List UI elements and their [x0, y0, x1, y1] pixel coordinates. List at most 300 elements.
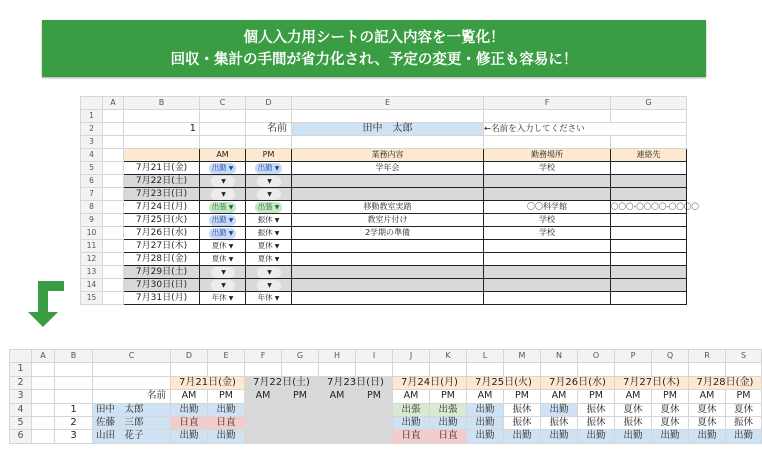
pm-header: PM — [208, 390, 245, 403]
am-header: AM — [319, 390, 356, 403]
column-header[interactable]: I — [356, 350, 393, 363]
place-cell[interactable]: 〇〇科学館 — [484, 201, 611, 214]
cell[interactable] — [103, 136, 124, 149]
header-place: 勤務場所 — [484, 149, 611, 162]
dropdown-caret-icon: ▼ — [221, 191, 226, 198]
row-number[interactable]: 6 — [10, 430, 32, 443]
contact-cell[interactable]: 〇〇〇-〇〇〇〇-〇〇〇〇 — [611, 201, 687, 214]
date-header: 7月26日(水) — [541, 376, 615, 389]
contact-cell[interactable] — [611, 214, 687, 227]
status-dropdown[interactable] — [209, 228, 237, 239]
cell[interactable] — [200, 123, 246, 136]
row-number[interactable]: 6 — [81, 175, 103, 188]
column-header[interactable]: A — [103, 97, 124, 110]
pm-cell[interactable] — [246, 162, 292, 175]
schedule-value[interactable]: 振休 — [578, 417, 615, 430]
cell[interactable] — [689, 363, 726, 376]
contact-cell[interactable] — [611, 175, 687, 188]
am-header: AM — [171, 390, 208, 403]
pm-cell[interactable] — [246, 240, 292, 253]
date-cell: 7月29日(土) — [124, 266, 200, 279]
schedule-value[interactable] — [282, 430, 319, 443]
place-cell[interactable] — [484, 188, 611, 201]
column-header[interactable]: B — [55, 350, 93, 363]
schedule-value[interactable]: 振休 — [504, 403, 541, 416]
header-pm: PM — [246, 149, 292, 162]
schedule-value[interactable] — [319, 430, 356, 443]
status-value: 夏休 — [257, 254, 273, 263]
schedule-value[interactable]: 日直 — [171, 417, 208, 430]
dropdown-caret-icon: ▼ — [221, 282, 226, 289]
place-cell[interactable] — [484, 175, 611, 188]
date-header: 7月23日(日) — [319, 376, 393, 389]
am-cell[interactable] — [200, 175, 246, 188]
cell[interactable] — [32, 403, 55, 416]
dropdown-caret-icon: ▼ — [228, 217, 234, 224]
dropdown-caret-icon: ▼ — [228, 256, 234, 263]
pm-cell[interactable] — [246, 175, 292, 188]
am-cell[interactable] — [200, 240, 246, 253]
cell[interactable] — [652, 363, 689, 376]
schedule-value[interactable]: 出勤 — [541, 403, 578, 416]
schedule-row — [81, 279, 687, 292]
cell[interactable] — [103, 188, 124, 201]
row-number[interactable]: 13 — [81, 266, 103, 279]
header-date — [124, 149, 200, 162]
row-number[interactable]: 9 — [81, 214, 103, 227]
column-header[interactable]: K — [430, 350, 467, 363]
cell[interactable] — [615, 363, 652, 376]
row-number[interactable]: 1 — [81, 110, 103, 123]
schedule-value[interactable] — [356, 403, 393, 416]
status-dropdown[interactable] — [255, 163, 283, 174]
row-number[interactable]: 3 — [81, 136, 103, 149]
date-cell: 7月26日(水) — [124, 227, 200, 240]
schedule-value[interactable]: 日直 — [430, 430, 467, 443]
schedule-value[interactable]: 夏休 — [726, 403, 762, 416]
column-header[interactable]: E — [208, 350, 245, 363]
date-cell: 7月24日(月) — [124, 201, 200, 214]
contact-cell[interactable] — [611, 227, 687, 240]
cell[interactable] — [467, 363, 504, 376]
schedule-value[interactable]: 出勤 — [430, 417, 467, 430]
cell[interactable] — [32, 390, 55, 403]
am-cell[interactable] — [200, 162, 246, 175]
cell[interactable] — [103, 123, 124, 136]
status-dropdown[interactable] — [211, 189, 235, 200]
schedule-value[interactable] — [319, 417, 356, 430]
column-header[interactable]: G — [611, 97, 687, 110]
content-cell[interactable]: 2学期の準備 — [292, 227, 484, 240]
cell[interactable] — [103, 162, 124, 175]
cell[interactable] — [93, 376, 171, 389]
cell[interactable] — [103, 292, 124, 305]
am-cell[interactable] — [200, 201, 246, 214]
cell[interactable] — [55, 390, 93, 403]
cell[interactable] — [246, 110, 292, 123]
status-value: 出勤 — [257, 163, 273, 172]
column-header[interactable]: C — [200, 97, 246, 110]
cell[interactable] — [282, 363, 319, 376]
content-cell[interactable] — [292, 292, 484, 305]
cell[interactable] — [246, 136, 292, 149]
cell[interactable] — [124, 110, 200, 123]
status-dropdown[interactable] — [209, 293, 237, 304]
column-header[interactable]: H — [319, 350, 356, 363]
cell[interactable] — [103, 201, 124, 214]
schedule-value[interactable]: 日直 — [393, 430, 430, 443]
cell[interactable] — [578, 363, 615, 376]
dropdown-caret-icon: ▼ — [274, 295, 280, 302]
pm-cell[interactable] — [246, 292, 292, 305]
schedule-value[interactable] — [356, 430, 393, 443]
row-number[interactable]: 4 — [81, 149, 103, 162]
column-header[interactable]: G — [282, 350, 319, 363]
cell[interactable] — [103, 110, 124, 123]
cell[interactable] — [245, 363, 282, 376]
place-cell[interactable] — [484, 240, 611, 253]
schedule-value[interactable]: 振休 — [726, 417, 762, 430]
cell[interactable] — [103, 149, 124, 162]
schedule-value[interactable]: 夏休 — [652, 417, 689, 430]
dropdown-caret-icon: ▼ — [267, 178, 272, 185]
cell[interactable] — [32, 363, 55, 376]
schedule-value[interactable]: 振休 — [578, 403, 615, 416]
place-cell[interactable] — [484, 253, 611, 266]
schedule-row — [81, 162, 687, 175]
place-cell[interactable] — [484, 279, 611, 292]
status-dropdown[interactable] — [257, 176, 281, 187]
pm-cell[interactable] — [246, 188, 292, 201]
cell[interactable] — [93, 363, 171, 376]
status-dropdown[interactable] — [257, 189, 281, 200]
column-header[interactable]: B — [124, 97, 200, 110]
status-value: 夏休 — [211, 241, 227, 250]
schedule-header-row — [81, 149, 687, 162]
content-cell[interactable] — [292, 240, 484, 253]
column-header[interactable]: D — [171, 350, 208, 363]
cell[interactable] — [319, 363, 356, 376]
status-value: 夏休 — [257, 241, 273, 250]
column-header[interactable] — [10, 350, 32, 363]
schedule-value[interactable] — [356, 417, 393, 430]
schedule-value[interactable]: 出勤 — [208, 403, 245, 416]
column-header[interactable]: A — [32, 350, 55, 363]
column-header[interactable] — [81, 97, 103, 110]
pm-header: PM — [726, 390, 762, 403]
schedule-value[interactable]: 振休 — [615, 417, 652, 430]
schedule-value[interactable]: 夏休 — [652, 403, 689, 416]
status-dropdown[interactable] — [255, 293, 283, 304]
date-header: 7月27日(木) — [615, 376, 689, 389]
column-header[interactable]: P — [615, 350, 652, 363]
status-dropdown[interactable] — [209, 163, 237, 174]
cell[interactable] — [292, 110, 484, 123]
am-cell[interactable] — [200, 227, 246, 240]
schedule-value[interactable]: 出勤 — [208, 430, 245, 443]
row-number[interactable]: 5 — [10, 417, 32, 430]
cell[interactable] — [200, 136, 246, 149]
cell[interactable] — [356, 363, 393, 376]
headline-line-2: 回収・集計の手間が省力化され、予定の変更・修正も容易に！ — [170, 51, 578, 68]
headline-line-1: 個人入力用シートの記入内容を一覧化！ — [243, 29, 505, 46]
cell[interactable] — [292, 136, 484, 149]
status-dropdown[interactable] — [209, 241, 237, 252]
person-id[interactable]: 3 — [55, 430, 93, 443]
status-dropdown[interactable] — [209, 215, 237, 226]
place-cell[interactable]: 学校 — [484, 214, 611, 227]
column-header[interactable]: F — [245, 350, 282, 363]
am-header: AM — [689, 390, 726, 403]
cell[interactable] — [484, 136, 611, 149]
date-header: 7月22日(土) — [245, 376, 319, 389]
schedule-row — [81, 292, 687, 305]
column-header[interactable]: D — [246, 97, 292, 110]
pm-header: PM — [356, 390, 393, 403]
schedule-value[interactable]: 出勤 — [689, 430, 726, 443]
pm-cell[interactable] — [246, 266, 292, 279]
row-number[interactable]: 1 — [10, 363, 32, 376]
cell[interactable] — [32, 417, 55, 430]
row-number[interactable]: 7 — [81, 188, 103, 201]
pm-cell[interactable] — [246, 201, 292, 214]
schedule-row — [81, 214, 687, 227]
name-header: 名前 — [93, 390, 171, 403]
row-number[interactable]: 4 — [10, 403, 32, 416]
schedule-value[interactable]: 振休 — [504, 417, 541, 430]
schedule-value[interactable]: 出勤 — [504, 430, 541, 443]
row-number[interactable]: 12 — [81, 253, 103, 266]
contact-cell[interactable] — [611, 162, 687, 175]
pm-header: PM — [652, 390, 689, 403]
schedule-value[interactable]: 出勤 — [652, 430, 689, 443]
date-header-row — [10, 376, 762, 389]
cell[interactable] — [484, 110, 611, 123]
cell[interactable] — [124, 136, 200, 149]
pm-cell[interactable] — [246, 227, 292, 240]
contact-cell[interactable] — [611, 292, 687, 305]
status-dropdown[interactable] — [211, 280, 235, 291]
sheet-row — [81, 136, 687, 149]
cell[interactable] — [103, 227, 124, 240]
person-id[interactable]: 2 — [55, 417, 93, 430]
dropdown-caret-icon: ▼ — [274, 243, 280, 250]
cell[interactable] — [103, 279, 124, 292]
schedule-value[interactable]: 出勤 — [467, 430, 504, 443]
schedule-value[interactable]: 出勤 — [726, 430, 762, 443]
cell[interactable] — [393, 363, 430, 376]
pm-header: PM — [578, 390, 615, 403]
cell[interactable] — [430, 363, 467, 376]
content-cell[interactable] — [292, 188, 484, 201]
schedule-value[interactable]: 出張 — [393, 403, 430, 416]
contact-cell[interactable] — [611, 240, 687, 253]
status-dropdown[interactable] — [211, 267, 235, 278]
content-cell[interactable]: 教室片付け — [292, 214, 484, 227]
am-cell[interactable] — [200, 214, 246, 227]
status-dropdown[interactable] — [257, 280, 281, 291]
content-cell[interactable] — [292, 175, 484, 188]
status-dropdown[interactable] — [255, 228, 283, 239]
schedule-value[interactable] — [245, 403, 282, 416]
column-header[interactable]: L — [467, 350, 504, 363]
schedule-value[interactable] — [245, 417, 282, 430]
schedule-value[interactable]: 日直 — [208, 417, 245, 430]
date-cell: 7月23日(日) — [124, 188, 200, 201]
schedule-value[interactable] — [282, 417, 319, 430]
am-header: AM — [245, 390, 282, 403]
content-cell[interactable] — [292, 279, 484, 292]
status-dropdown[interactable] — [255, 202, 283, 213]
status-dropdown[interactable] — [209, 202, 237, 213]
pm-cell[interactable] — [246, 214, 292, 227]
cell[interactable] — [103, 240, 124, 253]
dropdown-caret-icon: ▼ — [274, 165, 280, 172]
cell[interactable] — [541, 363, 578, 376]
place-cell[interactable] — [484, 292, 611, 305]
person-name[interactable]: 佐藤 三郎 — [93, 417, 171, 430]
schedule-value[interactable]: 出張 — [430, 403, 467, 416]
row-number[interactable]: 2 — [10, 376, 32, 389]
status-value: 出張 — [211, 202, 227, 211]
row-number[interactable]: 3 — [10, 390, 32, 403]
place-cell[interactable]: 学校 — [484, 162, 611, 175]
status-dropdown[interactable] — [209, 254, 237, 265]
cell[interactable] — [103, 214, 124, 227]
schedule-value[interactable]: 出勤 — [541, 430, 578, 443]
row-number[interactable]: 15 — [81, 292, 103, 305]
date-header: 7月25日(火) — [467, 376, 541, 389]
dropdown-caret-icon: ▼ — [228, 295, 234, 302]
content-cell[interactable]: 学年会 — [292, 162, 484, 175]
cell[interactable] — [200, 110, 246, 123]
schedule-value[interactable]: 夏休 — [689, 403, 726, 416]
cell[interactable] — [32, 430, 55, 443]
schedule-value[interactable]: 出勤 — [171, 430, 208, 443]
place-cell[interactable] — [484, 266, 611, 279]
status-value: 出張 — [257, 202, 273, 211]
place-cell[interactable]: 学校 — [484, 227, 611, 240]
contact-cell[interactable] — [611, 279, 687, 292]
schedule-value[interactable]: 出勤 — [578, 430, 615, 443]
row-number[interactable]: 11 — [81, 240, 103, 253]
cell[interactable] — [208, 363, 245, 376]
status-value: 年休 — [257, 293, 273, 302]
schedule-value[interactable]: 出勤 — [171, 403, 208, 416]
column-header[interactable]: C — [93, 350, 171, 363]
column-header[interactable]: F — [484, 97, 611, 110]
schedule-value[interactable]: 出勤 — [615, 430, 652, 443]
header-am: AM — [200, 149, 246, 162]
status-dropdown[interactable] — [211, 176, 235, 187]
row-number[interactable]: 14 — [81, 279, 103, 292]
contact-cell[interactable] — [611, 266, 687, 279]
contact-cell[interactable] — [611, 253, 687, 266]
date-header: 7月24日(月) — [393, 376, 467, 389]
name-hint: ←名前を入力してください — [484, 123, 687, 136]
cell[interactable] — [103, 253, 124, 266]
cell[interactable] — [55, 376, 93, 389]
person-id[interactable]: 1 — [55, 403, 93, 416]
cell[interactable] — [504, 363, 541, 376]
pm-cell[interactable] — [246, 253, 292, 266]
content-cell[interactable] — [292, 253, 484, 266]
am-cell[interactable] — [200, 292, 246, 305]
column-header[interactable]: O — [578, 350, 615, 363]
row-number[interactable]: 10 — [81, 227, 103, 240]
column-header[interactable]: Q — [652, 350, 689, 363]
row-number[interactable]: 8 — [81, 201, 103, 214]
column-header[interactable]: M — [504, 350, 541, 363]
status-dropdown[interactable] — [257, 267, 281, 278]
contact-cell[interactable] — [611, 188, 687, 201]
column-header[interactable]: R — [689, 350, 726, 363]
schedule-value[interactable]: 出勤 — [467, 417, 504, 430]
date-cell: 7月21日(金) — [124, 162, 200, 175]
column-header[interactable]: E — [292, 97, 484, 110]
content-cell[interactable] — [292, 266, 484, 279]
cell[interactable] — [103, 266, 124, 279]
cell[interactable] — [55, 363, 93, 376]
status-dropdown[interactable] — [255, 215, 283, 226]
schedule-value[interactable]: 夏休 — [689, 417, 726, 430]
id-cell[interactable]: 1 — [124, 123, 200, 136]
pm-header: PM — [282, 390, 319, 403]
schedule-value[interactable]: 出勤 — [467, 403, 504, 416]
schedule-value[interactable] — [245, 430, 282, 443]
status-dropdown[interactable] — [255, 254, 283, 265]
dropdown-caret-icon: ▼ — [228, 243, 234, 250]
cell[interactable] — [171, 363, 208, 376]
am-cell[interactable] — [200, 253, 246, 266]
person-row — [10, 403, 762, 416]
content-cell[interactable]: 移動教室実踏 — [292, 201, 484, 214]
cell[interactable] — [611, 136, 687, 149]
pm-cell[interactable] — [246, 279, 292, 292]
row-number[interactable]: 5 — [81, 162, 103, 175]
column-header[interactable]: N — [541, 350, 578, 363]
dropdown-caret-icon: ▼ — [267, 191, 272, 198]
status-dropdown[interactable] — [255, 241, 283, 252]
date-cell: 7月22日(土) — [124, 175, 200, 188]
person-name[interactable]: 田中 太郎 — [93, 403, 171, 416]
am-cell[interactable] — [200, 188, 246, 201]
column-header[interactable]: J — [393, 350, 430, 363]
person-name[interactable]: 山田 花子 — [93, 430, 171, 443]
cell[interactable] — [103, 175, 124, 188]
row-number[interactable]: 2 — [81, 123, 103, 136]
date-cell: 7月31日(月) — [124, 292, 200, 305]
schedule-value[interactable]: 夏休 — [615, 403, 652, 416]
ampm-header-row — [10, 390, 762, 403]
cell[interactable] — [611, 110, 687, 123]
schedule-value[interactable] — [319, 403, 356, 416]
status-value: 出勤 — [211, 163, 227, 172]
schedule-value[interactable]: 振休 — [541, 417, 578, 430]
name-input[interactable]: 田中 太郎 — [292, 123, 484, 136]
date-header: 7月28日(金) — [689, 376, 762, 389]
column-header[interactable]: S — [726, 350, 762, 363]
am-cell[interactable] — [200, 279, 246, 292]
person-row — [10, 417, 762, 430]
dropdown-caret-icon: ▼ — [221, 269, 226, 276]
schedule-value[interactable]: 出勤 — [393, 417, 430, 430]
cell[interactable] — [726, 363, 762, 376]
schedule-value[interactable] — [282, 403, 319, 416]
status-value: 出勤 — [211, 228, 227, 237]
am-cell[interactable] — [200, 266, 246, 279]
cell[interactable] — [32, 376, 55, 389]
